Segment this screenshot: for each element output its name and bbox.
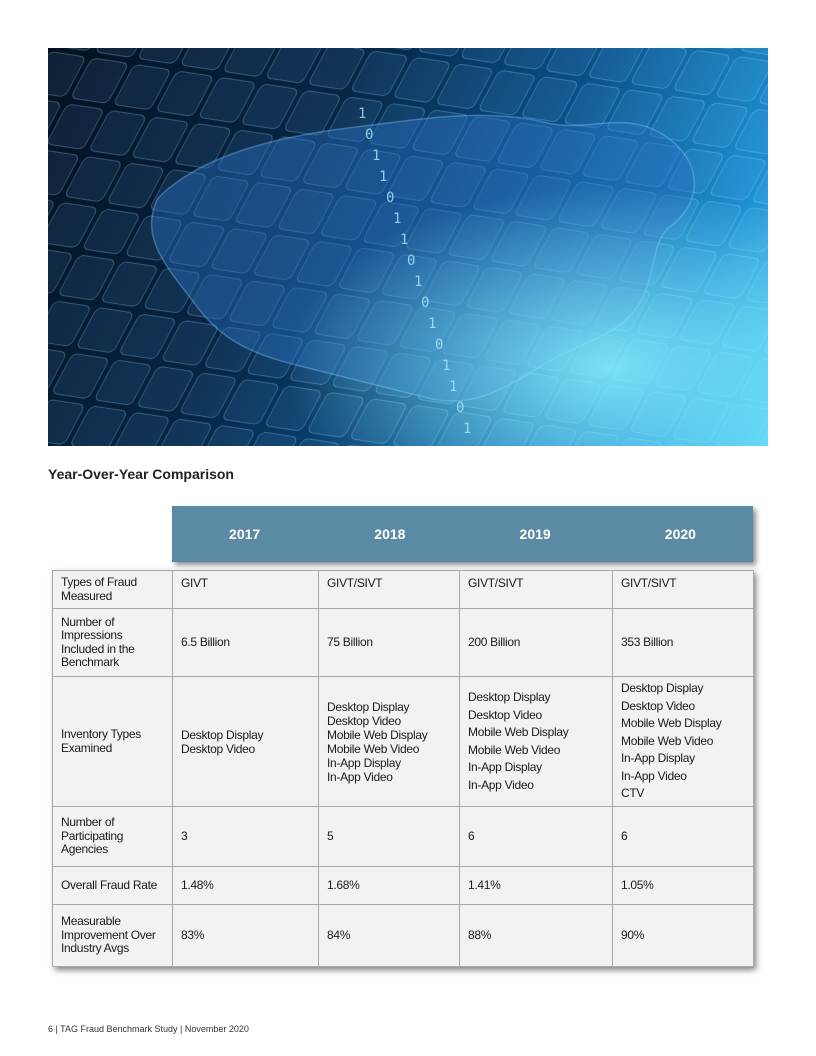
inventory-cell-2020 [613,677,754,807]
table-cell: 6.5 Billion [173,609,319,677]
list-item: Mobile Web Video [621,733,714,748]
list-item: Desktop Display [181,727,264,742]
row-label: Number of Participating Agencies [53,807,173,867]
table-cell: 200 Billion [460,609,613,677]
inventory-cell-2017 [173,677,319,807]
year-2017: 2017 [229,526,261,542]
table-cell: 1.05% [613,867,754,905]
binary-digit: 1 [400,232,409,248]
binary-digit: 1 [428,316,437,332]
row-label: Types of Fraud Measured [53,571,173,609]
binary-digit: 1 [372,148,381,164]
binary-digit: 1 [414,274,423,290]
binary-digit: 1 [379,169,388,185]
list-item: In-App Display [621,751,695,766]
list-item: In-App Video [468,777,534,792]
list-item: Mobile Web Video [468,742,561,757]
year-header-bar [172,506,753,562]
table-row [53,867,754,905]
table-cell: 5 [319,807,460,867]
list-item: In-App Display [327,755,401,770]
table-cell: 6 [613,807,754,867]
table-cell: 353 Billion [613,609,754,677]
table-cell: 1.48% [173,867,319,905]
table-cell: 83% [173,905,319,967]
list-item: Desktop Video [621,698,695,713]
list-item: Desktop Video [327,713,401,728]
year-2019: 2019 [519,526,551,542]
year-2020: 2020 [664,526,696,542]
list-item: In-App Display [468,760,542,774]
list-item: Mobile Web Display [327,727,428,742]
comparison-table [52,570,753,967]
list-item: CTV [621,786,645,801]
inventory-cell-2018 [319,677,460,807]
row-label: Measurable Improvement Over Industry Avgs [53,905,173,967]
list-item: Desktop Video [181,741,255,756]
inventory-cell-2019 [460,677,613,807]
list-item: Mobile Web Display [468,725,569,739]
table-cell: 1.68% [319,867,460,905]
row-label: Overall Fraud Rate [53,867,173,905]
table-cell: 3 [173,807,319,867]
page-footer: 6 | TAG Fraud Benchmark Study | November 2020 [48,1024,249,1034]
row-label: Inventory Types Examined [53,677,173,807]
list-item: Desktop Display [327,699,410,714]
table-cell: 1.41% [460,867,613,905]
binary-digit: 1 [358,106,367,122]
table-cell: GIVT/SIVT [319,571,460,609]
hero-graphic [48,48,768,446]
list-item: Mobile Web Display [621,716,722,731]
binary-digit: 0 [386,190,395,206]
binary-digit: 1 [442,358,451,374]
list-item: In-App Video [327,769,393,784]
binary-digit: 0 [365,127,374,143]
binary-digit: 1 [393,211,402,227]
list-item: Desktop Display [468,690,551,704]
table-cell: GIVT [173,571,319,609]
section-title: Year-Over-Year Comparison [48,466,234,482]
year-2018: 2018 [374,526,406,542]
table-cell: 88% [460,905,613,967]
table-row [53,905,754,967]
table-row [53,609,754,677]
row-label: Number of Impressions Included in the Benchmark [53,609,173,677]
binary-digit: 0 [421,295,430,311]
table-cell: 6 [460,807,613,867]
list-item: In-App Video [621,768,687,783]
binary-digit: 0 [435,337,444,353]
hero-image [48,48,768,446]
table-row [53,807,754,867]
binary-digit: 0 [456,400,465,416]
binary-digit: 0 [407,253,416,269]
table-cell: GIVT/SIVT [460,571,613,609]
list-item: Desktop Video [468,707,542,722]
table-cell: 84% [319,905,460,967]
table-row [53,571,754,609]
table-cell: GIVT/SIVT [613,571,754,609]
binary-digit: 1 [449,379,458,395]
binary-digit: 1 [463,421,472,437]
table-cell: 90% [613,905,754,967]
table-cell: 75 Billion [319,609,460,677]
table-row [53,677,754,807]
list-item: Desktop Display [621,681,704,696]
list-item: Mobile Web Video [327,741,420,756]
